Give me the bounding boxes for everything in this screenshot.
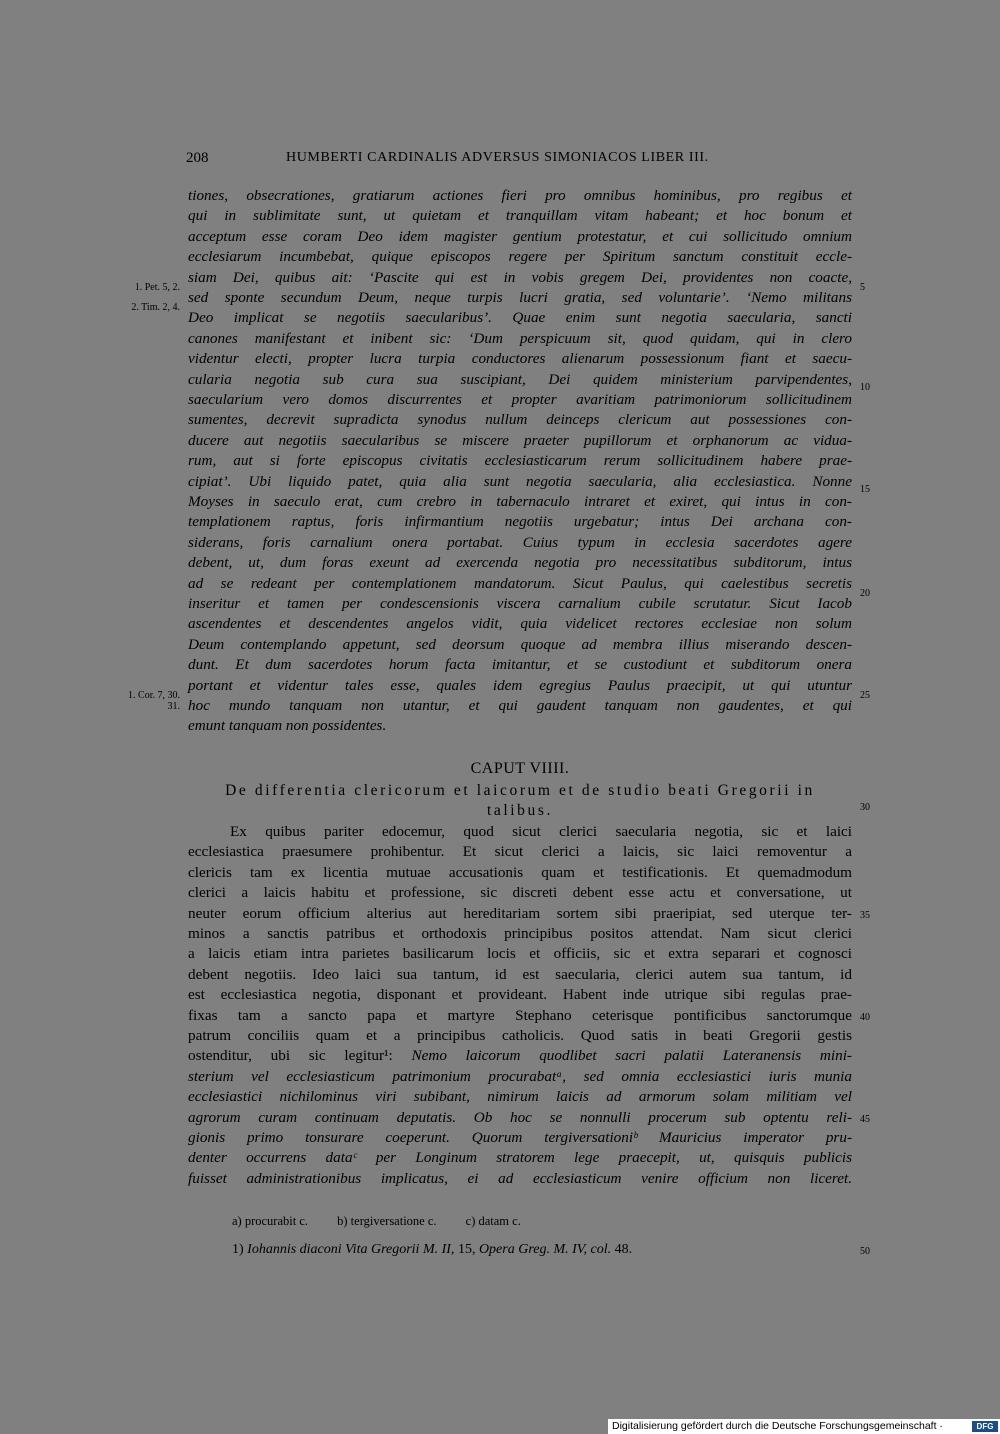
line-number: 5 — [860, 282, 865, 293]
text-line: Moyses in saeculo erat, cum crebro in tabernaculo intraret et exiret, qui intus in con- — [188, 493, 852, 510]
footnote-text: Opera Greg. M. IV, col. — [478, 1242, 612, 1257]
text-line: tiones, obsecrationes, gratiarum actiones fieri pro omnibus hominibus, pro regibus et — [188, 187, 852, 204]
text-line: emunt tanquam non possidentes. — [188, 717, 387, 735]
text-line: canones manifestant et inibent sic: ‘Dum perspicuum sit, quod quidam, qui in clero — [188, 329, 852, 347]
text-line: sed sponte secundum Deum, neque turpis lucri gratia, sed voluntarie’. ‘Nemo militans — [188, 289, 852, 306]
text-line: denter occurrens dataᶜ per Longinum stratorem lege praecepit, ut, quisquis publicis — [188, 1149, 852, 1167]
running-title: HUMBERTI CARDINALIS ADVERSUS SIMONIACOS LIBER III. — [286, 150, 709, 165]
margin-ref: 1. Cor. 7, 30. 31. — [128, 690, 180, 712]
chapter-title: CAPUT VIIII. — [470, 760, 570, 777]
text-line: a laicis etiam intra parietes basilicarum locis et officiis, sic et extra separari et cognosci — [188, 945, 852, 963]
footnote-marker: 1) — [232, 1242, 244, 1257]
text-line: ascendentes et descendentes angelos vidit, quia videlicet rectores ecclesiae non solum — [188, 615, 852, 633]
dfg-banner[interactable] — [608, 1419, 1000, 1434]
text-line: gionis primo tonsurare coeperunt. Quorum tergiversationiᵇ Mauricius imperator pru- — [188, 1129, 852, 1146]
text-line: debent, ut, dum foras exeunt ad exercenda negotia pro necessitatibus subditorum, intus — [188, 554, 852, 572]
footnote-variant: b) tergiversatione c. — [337, 1214, 437, 1228]
text-line: clerici a laicis habitu et professione, sic discreti debent esse actu et conversatione, ut — [188, 884, 852, 902]
margin-ref: 2. Tim. 2, 4. — [131, 302, 180, 313]
footnote-text: 48. — [614, 1242, 633, 1257]
margin-ref: 1. Pet. 5, 2. — [134, 282, 180, 293]
line-number: 20 — [860, 588, 870, 599]
text-line: ostenditur, ubi sic legitur¹: Nemo laicorum quodlibet sacri palatii Lateranensis mini- — [188, 1047, 852, 1065]
text-line: minos a sanctis patribus et orthodoxis principibus positos attendat. Nam sicut clerici — [188, 925, 852, 942]
footnote-text: 15, — [457, 1242, 476, 1257]
text-line: clericis tam ex licentia mutuae accusationis quam et testificationis. Et quemadmodum — [188, 863, 852, 881]
text-line: neuter eorum officium alterius aut hereditariam sortem sibi praeripiat, sed uterque ter- — [188, 904, 852, 922]
text-line: sterium vel ecclesiasticum patrimonium procurabatᵃ, sed omnia ecclesiastici iuris munia — [188, 1067, 852, 1085]
text-line: inseritur et tamen per condescensionis viscera carnalium cubile scrutatur. Sicut Iacob — [188, 595, 852, 612]
chapter-subtitle: talibus. — [486, 802, 553, 819]
footnote-variant: c) datam c. — [465, 1214, 521, 1228]
text-line: agrorum curam continuam deputatis. Ob hoc se nonnulli procerum sub optentu reli- — [188, 1108, 852, 1126]
text-line: Ex quibus pariter edocemur, quod sicut clerici saecularia negotia, sic et laici — [230, 823, 852, 840]
text-line: rum, aut si forte episcopus civitatis ecclesiasticarum rerum sollicitudinem habere prae- — [188, 452, 852, 470]
text-line: videntur electi, propter lucra turpia conductores alienarum possessionum fiant et saecu- — [188, 350, 852, 368]
text-line: sumentes, decrevit supradicta synodus nullum deinceps clericum aut possessiones con- — [188, 411, 852, 429]
text-line: dunt. Et dum sacerdotes horum facta imitantur, et se custodiunt et subditorum onera — [188, 656, 852, 674]
text-line: saecularium vero domos discurrentes et propter avaritiam patrimoniorum sollicitudinem — [188, 391, 852, 408]
text-line: acceptum esse coram Deo idem magister gentium protestatur, et cui sollicitudo omnium — [188, 227, 852, 245]
dfg-logo-icon: DFG — [972, 1421, 998, 1432]
text-line: patrum conciliis quam et a principibus catholicis. Quod satis in beati Gregorii gestis — [188, 1027, 852, 1044]
line-number: 15 — [860, 484, 870, 495]
text-line: ecclesiarum incumbebat, quique episcopos regere per Spiritum sanctum constituit eccle- — [188, 248, 852, 266]
source-footnote — [232, 1242, 632, 1258]
text-line: qui in sublimitate sunt, ut quietam et tranquillam vitam habeant; et hoc bonum et — [188, 207, 852, 225]
page-number: 208 — [186, 150, 209, 166]
text-line: est ecclesiastica negotia, disponant et provideant. Habent inde utrique sibi regulas prae- — [188, 986, 852, 1004]
text-line: ad se redeant per contemplationem mandatorum. Sicut Paulus, qui caelestibus secretis — [188, 574, 852, 592]
footnote-variant: a) procurabit c. — [232, 1214, 309, 1228]
line-number: 30 — [860, 802, 870, 813]
text-line: ducere aut negotiis saecularibus se miscere praeter pupillorum et orphanorum ac vidua- — [188, 431, 852, 449]
text-line: siam Dei, quibus ait: ‘Pascite qui est in vobis gregem Dei, providentes non coacte, — [188, 268, 852, 286]
line-number: 10 — [860, 382, 870, 393]
line-number: 50 — [860, 1246, 870, 1257]
text-line: siderans, foris carnalium onera portabat. Cuius typum in ecclesia sacerdotes agere — [188, 533, 852, 551]
line-number: 45 — [860, 1114, 870, 1125]
running-header — [186, 150, 852, 174]
text-line: fixas tam a sancto papa et martyre Stephano ceterisque pontificibus sanctorumque — [188, 1006, 852, 1024]
footnote-text: Iohannis diaconi Vita Gregorii M. II, — [247, 1242, 455, 1257]
chapter-subtitle: De differentia clericorum et laicorum et de studio beati Gregorii in — [225, 782, 815, 799]
text-line: cipiat’. Ubi liquido patet, quia alia sunt negotia saecularia, alia ecclesiastica. Nonne — [188, 472, 852, 490]
text-line: fuisset administrationibus implicatus, ei ad ecclesiasticum venire officium non liceret. — [188, 1169, 852, 1187]
text-line: Deo implicat se negotiis saecularibus’. Quae enim sunt negotia saecularia, sancti — [188, 309, 852, 327]
text-line: cularia negotia sub cura sua suscipiant, Dei quidem ministerium parvipendentes, — [188, 370, 852, 388]
line-number: 35 — [860, 910, 870, 921]
dfg-banner-text: Digitalisierung gefördert durch die Deutsche Forschungsgemeinschaft · — [612, 1420, 943, 1432]
text-line: ecclesiastici nichilominus viri subibant, nimirum laicis ad armorum solam militiam vel — [188, 1088, 852, 1106]
line-number: 25 — [860, 690, 870, 701]
text-line: ecclesiastica praesumere prohibentur. Et sicut clerici a laicis, sic laici removentur a — [188, 843, 852, 861]
variant-footnotes — [232, 1214, 547, 1229]
text-line: Deum contemplando appetunt, sed deorsum quoque ad membra illius miserando descen- — [188, 635, 852, 653]
text-line: debent negotiis. Ideo laici sua tantum, id est saecularia, clerici autem sua tantum, id — [188, 965, 852, 983]
text-line: templationem raptus, foris infirmantium negotiis urgebatur; intus Dei archana con- — [188, 513, 852, 531]
line-number: 40 — [860, 1012, 870, 1023]
text-line: portant et videntur tales esse, quales idem egregius Paulus praecipit, ut qui utuntur — [188, 676, 852, 694]
text-line: hoc mundo tanquam non utantur, et qui gaudent tanquam non gaudentes, et qui — [188, 697, 852, 714]
